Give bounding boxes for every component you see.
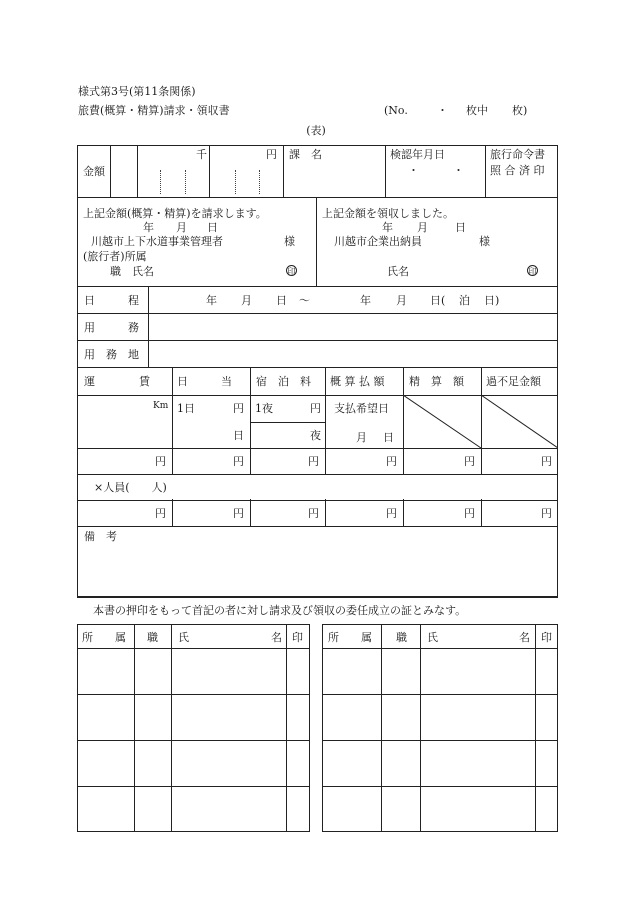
seal-mark: 印 (528, 267, 537, 276)
signature-name-header-first: 氏 (178, 631, 189, 644)
receipt-statement: 上記金額を領収しました。 (322, 207, 454, 220)
receipt-addressee: 川越市企業出納員 (334, 235, 422, 248)
section-label: 課 名 (289, 148, 322, 161)
claim-honorific: 様 (284, 235, 295, 248)
difference-yen: 円 (541, 455, 552, 468)
amount-label: 金額 (83, 165, 105, 178)
receipt-honorific: 様 (479, 235, 490, 248)
daily-yen: 円 (233, 455, 244, 468)
signature-name-header-last: 名 (519, 631, 530, 644)
destination-label: 用 務 地 (84, 348, 139, 361)
side-label: (表) (306, 124, 326, 137)
payment-date-month: 月 (356, 431, 367, 444)
signature-affiliation-header: 所 属 (328, 631, 372, 644)
fare-header: 運 賃 (84, 375, 150, 388)
per-day-yen: 円 (233, 402, 244, 415)
claim-month: 月 (176, 221, 187, 234)
daily-allowance-header: 日 当 (177, 375, 232, 388)
yen-unit: 円 (266, 148, 277, 161)
lodging-yen: 円 (308, 455, 319, 468)
schedule-start-month: 月 (241, 294, 252, 307)
seal-mark: 印 (287, 267, 296, 276)
claim-statement: 上記金額(概算・精算)を請求します。 (83, 207, 267, 220)
travel-order-label-2: 照 合 済 印 (490, 164, 545, 177)
traveler-name-label: 職 氏名 (110, 265, 154, 278)
signature-table-right (322, 624, 558, 832)
advance-yen: 円 (386, 455, 397, 468)
claim-day: 日 (207, 221, 218, 234)
receipt-day: 日 (455, 221, 466, 234)
signature-name-header-first: 氏 (427, 631, 438, 644)
settlement-yen: 円 (464, 455, 475, 468)
signature-affiliation-header: 所 属 (82, 631, 126, 644)
payment-date-day: 日 (383, 431, 394, 444)
travel-order-label-1: 旅行命令書 (490, 148, 545, 161)
traveler-affiliation-label: (旅行者)所属 (83, 250, 147, 263)
lodging-total-yen: 円 (308, 507, 319, 520)
difference-header: 過不足金額 (486, 375, 541, 388)
signature-seal-header: 印 (292, 631, 303, 644)
fare-yen: 円 (155, 455, 166, 468)
schedule-start-year: 年 (206, 294, 217, 307)
settlement-total-yen: 円 (464, 507, 475, 520)
advance-total-yen: 円 (386, 507, 397, 520)
schedule-nights: 泊 (459, 294, 470, 307)
delegation-statement: 本書の押印をもって首記の者に対し請求及び領収の委任成立の証とみなす。 (93, 604, 467, 617)
per-day-label: 1日 (177, 402, 195, 415)
inspection-date-label: 検認年月日 (390, 148, 445, 161)
per-night-label: 1夜 (255, 402, 273, 415)
schedule-end-year: 年 (360, 294, 371, 307)
advance-payment-header: 概 算 払 額 (330, 375, 385, 388)
per-night-yen: 円 (310, 402, 321, 415)
days-unit: 日 (233, 429, 244, 442)
settlement-header: 精 算 額 (409, 375, 464, 388)
receipt-month: 月 (417, 221, 428, 234)
number-separator: ・ (437, 104, 448, 117)
form-number: 様式第3号(第11条関係) (78, 85, 196, 98)
receipt-year: 年 (382, 221, 393, 234)
remarks-label: 備 考 (84, 530, 117, 543)
schedule-end-month: 月 (396, 294, 407, 307)
sheet-count-close: 枚) (512, 104, 528, 117)
distance-unit: Km (153, 401, 169, 411)
void-diagonal-lines (403, 395, 558, 448)
signature-position-header: 職 (147, 631, 158, 644)
daily-total-yen: 円 (233, 507, 244, 520)
schedule-start-day: 日 (276, 294, 287, 307)
number-label: (No. (384, 104, 408, 117)
lodging-header: 宿 泊 料 (256, 375, 311, 388)
schedule-range-tilde: ～ (299, 294, 310, 307)
purpose-label: 用 務 (84, 321, 139, 334)
schedule-days: 日) (484, 294, 500, 307)
signature-name-header-last: 名 (271, 631, 282, 644)
receiver-name-label: 氏名 (387, 265, 409, 278)
claim-addressee: 川越市上下水道事業管理者 (91, 235, 223, 248)
nights-unit: 夜 (310, 429, 321, 442)
inspection-date-dot: ・ (453, 164, 464, 177)
form-title: 旅費(概算・精算)請求・領収書 (78, 104, 230, 117)
thousand-unit: 千 (196, 148, 207, 161)
sheet-of-label: 枚中 (466, 104, 488, 117)
inspection-date-dot: ・ (408, 164, 419, 177)
signature-position-header: 職 (396, 631, 407, 644)
difference-total-yen: 円 (541, 507, 552, 520)
payment-date-label: 支払希望日 (334, 402, 389, 415)
claim-year: 年 (143, 221, 154, 234)
fare-total-yen: 円 (155, 507, 166, 520)
signature-seal-header: 印 (541, 631, 552, 644)
persons-label: ×人員( 人) (94, 481, 167, 494)
schedule-label: 日 程 (84, 294, 139, 307)
signature-table-left (77, 624, 310, 832)
schedule-end-day: 日( (430, 294, 446, 307)
